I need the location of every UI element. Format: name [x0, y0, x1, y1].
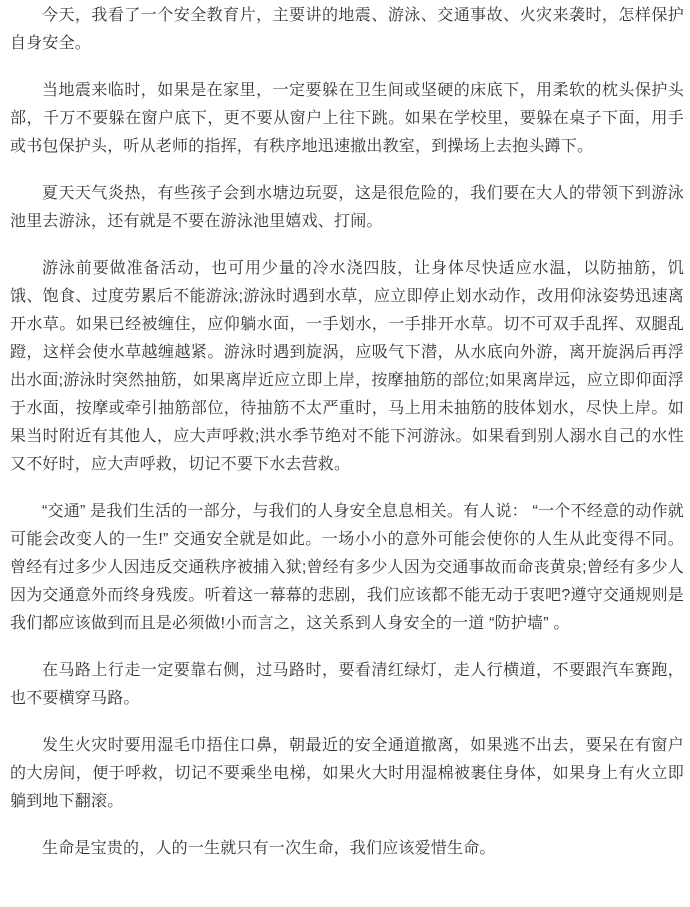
paragraph-road-rules: 在马路上行走一定要靠右侧，过马路时，要看清红绿灯，走人行横道，不要跟汽车赛跑，也不要横穿马路。	[10, 662, 684, 707]
paragraph-intro: 今天，我看了一个安全教育片，主要讲的地震、游泳、交通事故、火灾来袭时，怎样保护自身安全。	[10, 7, 684, 52]
paragraph-swimming-safety: 游泳前要做准备活动，也可用少量的冷水浇四肢，让身体尽快适应水温，以防抽筋，饥饿、饱食、过度劳累后不能游泳;游泳时遇到水草，应立即停止划水动作，改用仰泳姿势迅速离开水草。如果已经被缠住，应仰躺水面，一手划水，一手排开水草。切不可双手乱挥、双腿乱蹬，这样会使水草越缠越紧。游泳时遇到旋涡，应吸气下潜，从水底向外游，离开旋涡后再浮出水面;游泳时突然抽筋，如果离岸近应立即上岸，按摩抽筋的部位;如果离岸远，应立即仰面浮于水面，按摩或牵引抽筋部位，待抽筋不太严重时，马上用未抽筋的肢体划水，尽快上岸。如果当时附近有其他人，应大声呼救;洪水季节绝对不能下河游泳。如果看到别人溺水自己的水性又不好时，应大声呼救，切记不要下水去营救。	[10, 260, 684, 473]
paragraph-traffic-safety: “交通” 是我们生活的一部分，与我们的人身安全息息相关。有人说： “一个不经意的动作就可能会改变人的一生!” 交通安全就是如此。一场小小的意外可能会使你的人生从此变得不同。曾经有过多少人因违反交通秩序被捕入狱;曾经有多少人因为交通事故而命丧黄泉;曾经有多少人因为交通意外而终身残废。听着这一幕幕的悲剧，我们应该都不能无动于衷吧?遵守交通规则是我们都应该做到而且是必须做!小而言之，这关系到人身安全的一道 “防护墙” 。	[10, 503, 684, 632]
paragraph-earthquake: 当地震来临时，如果是在家里，一定要躲在卫生间或坚硬的床底下，用柔软的枕头保护头部，千万不要躲在窗户底下，更不要从窗户上往下跳。如果在学校里，要躲在桌子下面，用手或书包保护头，听从老师的指挥，有秩序地迅速撤出教室，到操场上去抱头蹲下。	[10, 82, 684, 155]
paragraph-conclusion: 生命是宝贵的，人的一生就只有一次生命，我们应该爱惜生命。	[42, 840, 496, 857]
paragraph-fire-safety: 发生火灾时要用湿毛巾捂住口鼻，朝最近的安全通道撤离，如果逃不出去，要呆在有窗户的大房间，便于呼救，切记不要乘坐电梯，如果火大时用湿棉被裹住身体，如果身上有火立即躺到地下翻滚。	[10, 737, 684, 810]
safety-essay-body	[10, 2, 684, 863]
paragraph-summer-swimming: 夏天天气炎热，有些孩子会到水塘边玩耍，这是很危险的，我们要在大人的带领下到游泳池里去游泳，还有就是不要在游泳池里嬉戏、打闹。	[10, 185, 684, 230]
